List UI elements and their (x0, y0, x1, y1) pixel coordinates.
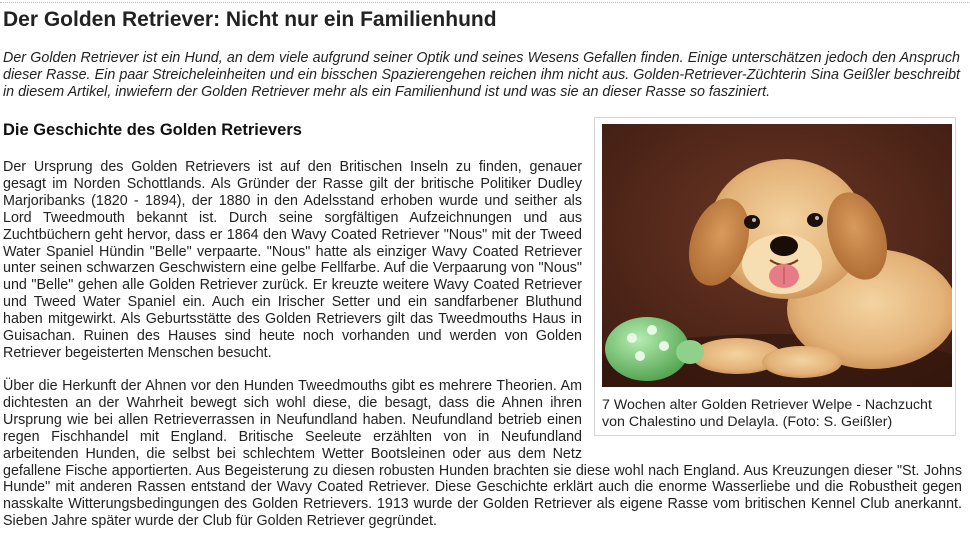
puppy-photo[interactable] (602, 124, 952, 387)
paragraph-origin: Der Ursprung des Golden Retrievers ist auf den Britischen Inseln zu finden, genauer gesagt im Norden Schottlands. Als Gründer der Rasse gilt der britische Politiker Dudley Marjoribanks (1820 - 1894), der 1880 in den Adelsstand erhoben wurde und seither als Lord Tweedmouth bekannt ist. Durch seine sorgfältigen Aufzeichnungen und aus Zuchtbüchern geht hervor, dass er 1864 den Wavy Coated Retriever "Nous" mit der Tweed Water Spaniel Hündin "Belle" verpaarte. "Nous" hatte als einziger Wavy Coated Retriever unter seinen schwarzen Geschwistern eine gelbe Fellfarbe. Auf die Verpaarung von "Nous" und "Belle" gehen alle Golden Retriever zurück. Er kreuzte weitere Wavy Coated Retriever und Tweed Water Spaniel ein. Auch ein Irischer Setter und ein sandfarbener Bluthund haben mitgewirkt. Als Geburtsstätte des Golden Retrievers gilt das Tweedmouths Haus in Guisachan. Ruinen des Hauses sind heute noch vorhanden und werden von Golden Retriever begeisterten Menschen besucht. (3, 159, 582, 361)
top-divider (0, 2, 970, 3)
section-heading: Die Geschichte des Golden Retrievers (3, 121, 302, 139)
photo-figure (594, 117, 956, 436)
article-intro: Der Golden Retriever ist ein Hund, an dem viele aufgrund seiner Optik und seines Wesens Gefallen finden. Einige unterschätzen jedoch den Anspruch dieser Rasse. Ein paar Streicheleinheiten und ein bisschen Spazierengehen reichen ihm nicht aus. Golden-Retriever-Züchterin Sina Geißler beschreibt in diesem Artikel, inwiefern der Golden Retriever mehr als ein Familienhund ist und was sie an dieser Rasse so fasziniert. (3, 50, 960, 100)
page-title: Der Golden Retriever: Nicht nur ein Familienhund (3, 8, 497, 31)
paragraph-ancestry-text: Über die Herkunft der Ahnen vor den Hunden Tweedmouths gibt es mehrere Theorien. Am dichtesten an der Wahrheit bewegt sich wohl diese, die besagt, dass die Ahnen ihren Ursprung wie bei allen Retrieverrassen in Neufundland haben. Neufundland betrieb einen regen Fischhandel mit England. Britische Seeleute erzählten von in Neufundland arbeitenden Hunden, die selbst bei schlechtem Wetter Bootsleinen oder aus dem Netz gefallene Fische apportierten. Aus Begeisterung zu diesen robusten Hunden brachten sie diese wohl nach England. Aus Kreuzungen dieser "St. Johns Hunde" mit anderen Rassen entstand der Wavy Coated Retriever. Diese Geschichte erklärt auch die enorme Wasserliebe und die Robustheit gegen nasskalte Witterungsbedingungen des Golden Retrievers. 1913 wurde der Golden Retriever als eigene Rasse vom britischen Kennel Club anerkannt. Sieben Jahre später wurde der Club für Golden Retriever gegründet. (3, 378, 962, 530)
puppy-illustration (602, 124, 952, 387)
photo-caption: 7 Wochen alter Golden Retriever Welpe - Nachzucht von Chalestino und Delayla. (Foto: S. Geißler) (602, 397, 932, 430)
